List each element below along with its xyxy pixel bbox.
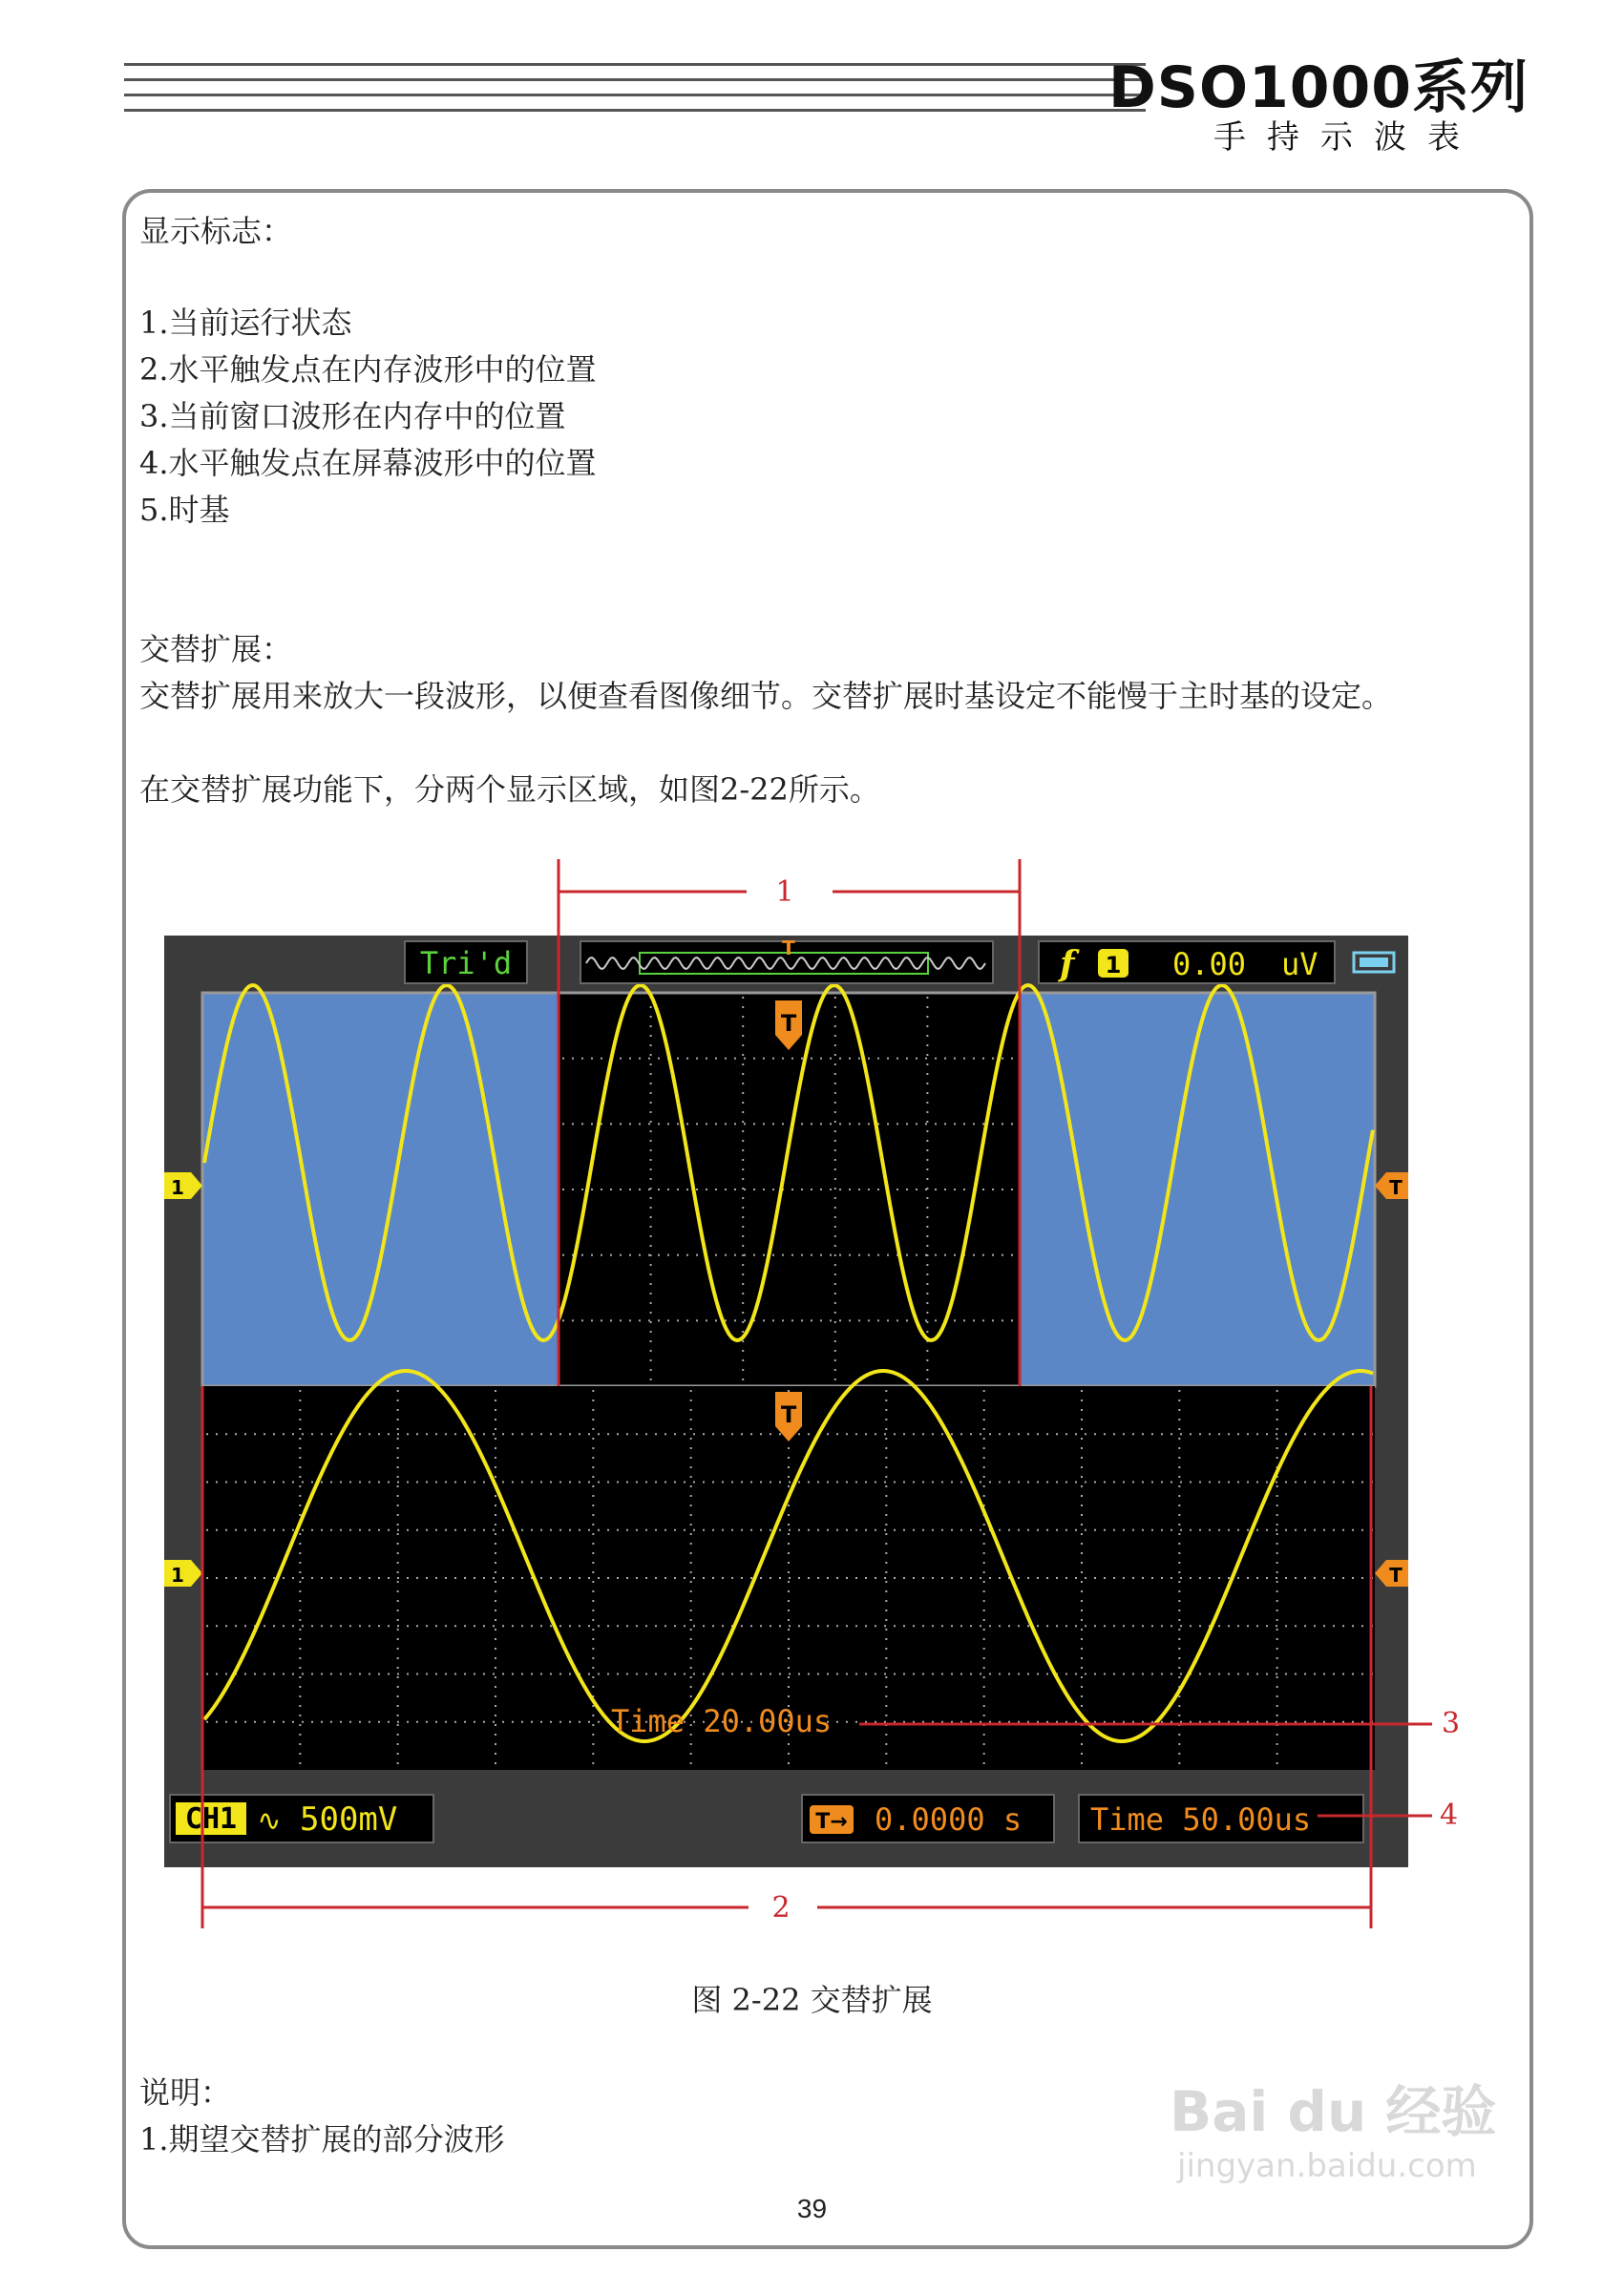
list-item: 1.期望交替扩展的部分波形	[139, 2121, 505, 2157]
right-highlight-region	[1020, 993, 1375, 1386]
trigger-level-unit: uV	[1281, 946, 1318, 982]
trigger-channel-text: 1	[1105, 952, 1122, 979]
list-item: 5.时基	[139, 492, 230, 528]
zoom-timebase-readout: Time 20.00us	[611, 1703, 833, 1739]
main-timebase-readout: Time 50.00us	[1090, 1801, 1312, 1838]
list-item: 3.当前窗口波形在内存中的位置	[139, 398, 566, 434]
zoom-channel-level-marker-text: 1	[171, 1564, 184, 1587]
coupling-icon: ∿	[257, 1804, 282, 1838]
callout-1: 1	[775, 875, 794, 909]
product-subtitle: 手持示波表	[1213, 118, 1481, 157]
trigger-level-marker-text: T	[1389, 1176, 1403, 1199]
baidu-watermark	[1170, 2067, 1496, 2185]
section-heading-notes: 说明：	[139, 2074, 232, 2111]
memory-trigger-marker: T	[782, 937, 795, 959]
channel-level-marker-text: 1	[171, 1176, 184, 1199]
run-status-text: Tri'd	[419, 945, 513, 981]
battery-level-fill	[1360, 958, 1388, 967]
callout-4: 4	[1440, 1799, 1459, 1832]
watermark-brand: Bai du 经验	[1170, 2079, 1497, 2144]
trigger-edge-icon: f	[1060, 944, 1075, 984]
volts-per-div-value: 500mV	[300, 1800, 398, 1839]
list-item: 4.水平触发点在屏幕波形中的位置	[139, 445, 597, 481]
zoom-trigger-position-label: T	[780, 1401, 797, 1428]
watermark-url: jingyan.baidu.com	[1177, 2147, 1477, 2185]
callout-3: 3	[1442, 1707, 1461, 1740]
paragraph: 交替扩展用来放大一段波形，以便查看图像细节。交替扩展时基设定不能慢于主时基的设定。	[139, 678, 1393, 714]
paragraph: 在交替扩展功能下，分两个显示区域，如图2-22所示。	[139, 771, 880, 808]
list-item: 2.水平触发点在内存波形中的位置	[139, 351, 597, 388]
trigger-offset-value: 0.0000 s	[875, 1801, 1023, 1838]
trigger-position-label: T	[780, 1010, 797, 1037]
section-heading-display-marks: 显示标志：	[139, 213, 293, 249]
section-heading-alt-zoom: 交替扩展：	[139, 631, 293, 667]
trigger-offset-icon: T→	[815, 1810, 848, 1834]
page-number: 39	[796, 2194, 828, 2223]
figure-caption: 图 2-22 交替扩展	[691, 1982, 933, 2018]
ch1-label: CH1	[184, 1802, 238, 1836]
list-item: 1.当前运行状态	[139, 305, 352, 341]
product-series-title: DSO1000系列	[1107, 54, 1529, 121]
trigger-level-value: 0.00	[1172, 946, 1247, 982]
left-highlight-region	[202, 993, 559, 1386]
callout-2: 2	[771, 1891, 791, 1925]
zoom-trigger-level-marker-text: T	[1389, 1564, 1403, 1587]
